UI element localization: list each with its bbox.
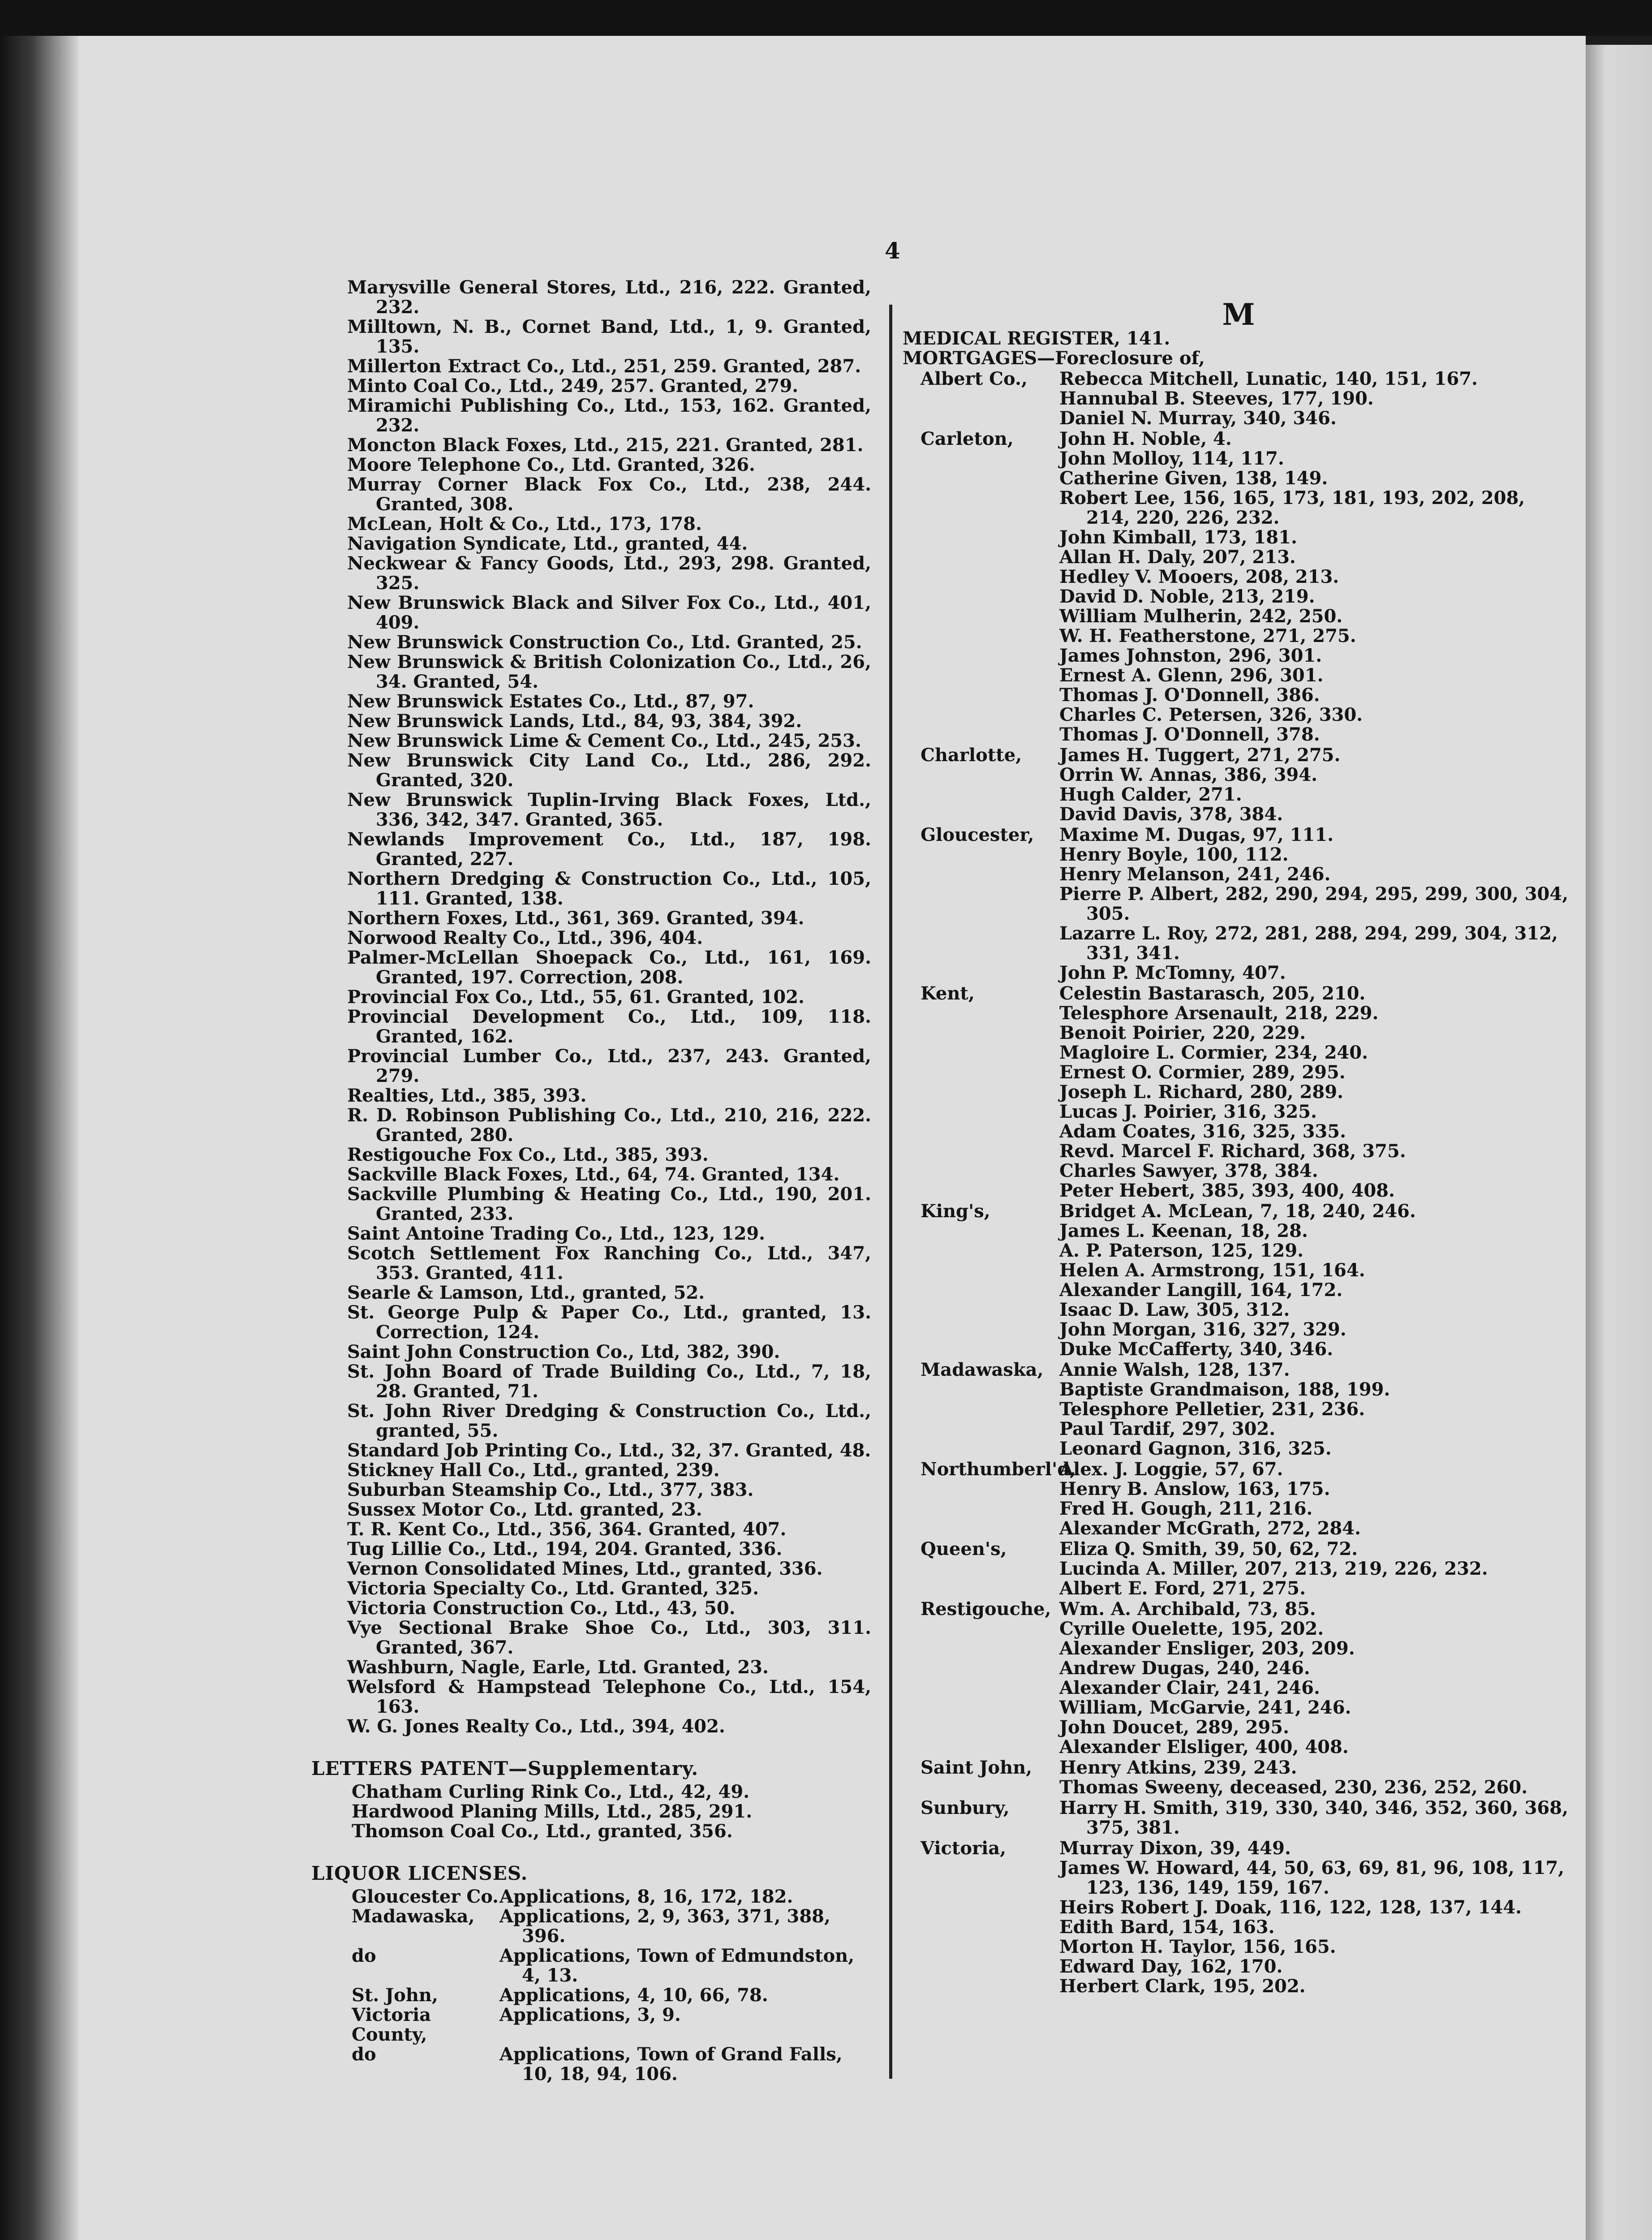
mortgage-entry: John Doucet, 289, 295. [1059,1717,1290,1738]
mortgage-entry: Alexander Ensliger, 203, 209. [1059,1638,1355,1659]
mortgage-entry: Harry H. Smith, 319, 330, 340, 346, 352, 360, 368, 375, 381. [1059,1797,1568,1838]
county-name: Sunbury, [921,1797,1010,1818]
mortgage-entry: Adam Coates, 316, 325, 335. [1059,1121,1347,1142]
mortgage-entry: Alexander McGrath, 272, 284. [1059,1518,1361,1539]
index-entry: Northern Foxes, Ltd., 361, 369. Granted, 394. [347,908,804,929]
mortgage-entry: Ernest A. Glenn, 296, 301. [1059,665,1324,686]
index-entry: Miramichi Publishing Co., Ltd., 153, 162. Granted, 232. [347,395,871,436]
mortgage-entry: Paul Tardif, 297, 302. [1059,1418,1276,1439]
mortgage-entry: Alexander Elsliger, 400, 408. [1059,1736,1349,1758]
liquor-license-entry [352,2045,871,2084]
mortgage-entry: Celestin Bastarasch, 205, 210. [1059,983,1366,1004]
mortgage-entry: Fred H. Gough, 211, 216. [1059,1498,1313,1519]
license-place: do [352,2044,376,2065]
index-entry: Vye Sectional Brake Shoe Co., Ltd., 303, 311. Granted, 367. [347,1617,871,1658]
index-entry: Saint Antoine Trading Co., Ltd., 123, 129. [347,1223,766,1244]
index-entry: Sackville Black Foxes, Ltd., 64, 74. Granted, 134. [347,1164,840,1185]
mortgage-entry: Edith Bard, 154, 163. [1059,1917,1275,1938]
index-entry: Welsford & Hampstead Telephone Co., Ltd., 154, 163. [347,1676,871,1717]
index-entry: Vernon Consolidated Mines, Ltd., granted, 336. [347,1558,823,1579]
mortgage-entry: Alex. J. Loggie, 57, 67. [1059,1459,1283,1480]
county-name: Carleton, [921,428,1014,449]
mortgage-entry: Herbert Clark, 195, 202. [1059,1976,1306,1997]
liquor-license-entry [352,1907,871,1946]
license-text: Applications, 2, 9, 363, 371, 388, 396. [499,1906,830,1947]
index-entry: Millerton Extract Co., Ltd., 251, 259. Granted, 287. [347,356,861,377]
mortgage-names [1059,825,1575,983]
index-entry: New Brunswick Tuplin-Irving Black Foxes, Ltd., 336, 342, 347. Granted, 365. [347,789,871,830]
mortgage-entry: Cyrille Ouelette, 195, 202. [1059,1618,1324,1639]
mortgage-entry: Joseph L. Richard, 280, 289. [1059,1081,1343,1103]
mortgage-entry: John Molloy, 114, 117. [1059,448,1284,469]
index-entry: Washburn, Nagle, Earle, Ltd. Granted, 23. [347,1657,769,1678]
county-name: Queen's, [921,1538,1007,1559]
index-entry: St. John Board of Trade Building Co., Ltd., 7, 18, 28. Granted, 71. [347,1361,871,1402]
letters-patent-heading: LETTERS PATENT—Supplementary. [311,1758,699,1779]
county-name: Albert Co., [921,368,1028,389]
index-entry: Suburban Steamship Co., Ltd., 377, 383. [347,1479,754,1500]
mortgage-names [1059,1202,1575,1359]
county-group [903,1758,1575,1797]
index-entry: Victoria Construction Co., Ltd., 43, 50. [347,1598,736,1619]
index-entry: New Brunswick Lands, Ltd., 84, 93, 384, 392. [347,711,802,732]
mortgage-names [1059,1758,1575,1797]
liquor-license-entry [352,2005,871,2045]
mortgage-entry: Telesphore Arsenault, 218, 229. [1059,1003,1379,1024]
mortgage-entry: Annie Walsh, 128, 137. [1059,1359,1290,1380]
index-entry: Sussex Motor Co., Ltd. granted, 23. [347,1499,702,1520]
mortgage-entry: Thomas J. O'Donnell, 378. [1059,724,1320,745]
index-entry: New Brunswick Lime & Cement Co., Ltd., 245, 253. [347,730,861,751]
county-name: Gloucester, [921,824,1034,845]
mortgage-entry: Alexander Clair, 241, 246. [1059,1677,1320,1698]
mortgage-entry: Allan H. Daly, 207, 213. [1059,547,1296,568]
scan-top-border [0,0,1652,36]
mortgage-entry: Morton H. Taylor, 156, 165. [1059,1936,1336,1957]
county-group [903,1599,1575,1757]
index-entry: Restigouche Fox Co., Ltd., 385, 393. [347,1144,709,1165]
county-group [903,1539,1575,1598]
mortgage-entry: John H. Noble, 4. [1059,428,1232,449]
mortgage-counties [903,369,1575,1996]
column-divider [889,305,892,2079]
mortgage-entry: David Davis, 378, 384. [1059,804,1283,825]
mortgage-entry: Duke McCafferty, 340, 346. [1059,1339,1334,1360]
index-entry: Scotch Settlement Fox Ranching Co., Ltd., 347, 353. Granted, 411. [347,1243,871,1284]
county-group [903,745,1575,824]
mortgage-entry: Albert E. Ford, 271, 275. [1059,1578,1306,1599]
mortgage-entry: Henry Melanson, 241, 246. [1059,864,1331,885]
index-entry: Provincial Development Co., Ltd., 109, 118. Granted, 162. [347,1006,871,1047]
mortgage-names [1059,1360,1575,1459]
mortgage-entry: James Johnston, 296, 301. [1059,645,1322,666]
license-place: do [352,1945,376,1966]
mortgage-names [1059,1460,1575,1538]
mortgage-entry: Lazarre L. Roy, 272, 281, 288, 294, 299, 304, 312, 331, 341. [1059,923,1558,964]
county-group [903,1360,1575,1459]
license-text: Applications, 3, 9. [499,2004,681,2025]
mortgage-entry: Revd. Marcel F. Richard, 368, 375. [1059,1141,1406,1162]
mortgage-entry: Leonard Gagnon, 316, 325. [1059,1438,1332,1459]
document-page [78,36,1586,2240]
mortgage-entry: Wm. A. Archibald, 73, 85. [1059,1598,1316,1620]
index-entry: Searle & Lamson, Ltd., granted, 52. [347,1282,705,1303]
county-name: Northumberl'd, [921,1459,1076,1480]
county-group [903,1460,1575,1538]
mortgage-entry: Thomas J. O'Donnell, 386. [1059,685,1320,706]
mortgage-names [1059,1839,1575,1996]
county-name: Saint John, [921,1757,1032,1778]
mortgage-entry: Andrew Dugas, 240, 246. [1059,1658,1310,1679]
mortgage-entry: Edward Day, 162, 170. [1059,1956,1283,1977]
index-entry: Minto Coal Co., Ltd., 249, 257. Granted, 279. [347,375,799,396]
index-entry: Northern Dredging & Construction Co., Ltd., 105, 111. Granted, 138. [347,868,871,909]
left-column [311,277,871,2085]
index-entry: Sackville Plumbing & Heating Co., Ltd., 190, 201. Granted, 233. [347,1184,871,1224]
mortgage-entry: Murray Dixon, 39, 449. [1059,1838,1291,1859]
mortgage-entry: Eliza Q. Smith, 39, 50, 62, 72. [1059,1538,1358,1559]
mortgage-entry: Pierre P. Albert, 282, 290, 294, 295, 299, 300, 304, 305. [1059,883,1569,924]
mortgage-entry: Henry Atkins, 239, 243. [1059,1757,1297,1778]
license-place: Madawaska, [352,1906,475,1927]
letters-patent-entry: Chatham Curling Rink Co., Ltd., 42, 49. [352,1781,750,1802]
license-text: Applications, 8, 16, 172, 182. [499,1886,793,1907]
letters-patent-entry: Thomson Coal Co., Ltd., granted, 356. [352,1821,733,1842]
index-entry: Navigation Syndicate, Ltd., granted, 44. [347,533,748,554]
mortgage-entry: Henry B. Anslow, 163, 175. [1059,1478,1330,1499]
mortgage-entry: Baptiste Grandmaison, 188, 199. [1059,1379,1390,1400]
mortgage-names [1059,1798,1575,1838]
liquor-license-entry [352,1986,871,2005]
license-text: Applications, Town of Grand Falls, 10, 18, 94, 106. [499,2044,843,2085]
mortgage-entry: Lucinda A. Miller, 207, 213, 219, 226, 232. [1059,1558,1488,1579]
liquor-license-entry [352,1887,871,1907]
license-place: Gloucester Co. [352,1886,499,1907]
mortgage-entry: Daniel N. Murray, 340, 346. [1059,408,1337,429]
county-group [903,825,1575,983]
index-entry: Marysville General Stores, Ltd., 216, 222. Granted, 232. [347,277,871,318]
license-text: Applications, Town of Edmundston, 4, 13. [499,1945,855,1986]
facing-page-edge [1586,45,1652,2240]
mortgage-names [1059,429,1575,745]
mortgage-entry: Alexander Langill, 164, 172. [1059,1279,1343,1301]
index-entry: Realties, Ltd., 385, 393. [347,1085,587,1106]
county-group [903,369,1575,428]
mortgage-entry: John P. McTomny, 407. [1059,962,1286,983]
county-name: Restigouche, [921,1598,1051,1620]
index-entry: T. R. Kent Co., Ltd., 356, 364. Granted, 407. [347,1519,787,1540]
index-entry: St. George Pulp & Paper Co., Ltd., granted, 13. Correction, 124. [347,1302,871,1343]
mortgage-entry: Thomas Sweeny, deceased, 230, 236, 252, 260. [1059,1777,1528,1798]
mortgage-entry: John Kimball, 173, 181. [1059,527,1297,548]
mortgage-entry: Peter Hebert, 385, 393, 400, 408. [1059,1180,1395,1201]
index-entry: New Brunswick Construction Co., Ltd. Granted, 25. [347,632,862,653]
county-group [903,429,1575,745]
liquor-licenses-list [347,1887,871,2084]
scan-left-edge [0,36,78,2240]
index-entry: Tug Lillie Co., Ltd., 194, 204. Granted, 336. [347,1538,783,1559]
index-entry: Milltown, N. B., Cornet Band, Ltd., 1, 9. Granted, 135. [347,316,871,357]
mortgage-names [1059,1599,1575,1757]
mortgage-names [1059,745,1575,824]
mortgages-heading: MORTGAGES—Foreclosure of, [903,348,1205,369]
index-entry: Victoria Specialty Co., Ltd. Granted, 325. [347,1578,759,1599]
mortgage-entry: Catherine Given, 138, 149. [1059,468,1328,489]
index-entry: Provincial Lumber Co., Ltd., 237, 243. Granted, 279. [347,1046,871,1086]
mortgage-entry: Heirs Robert J. Doak, 116, 122, 128, 137, 144. [1059,1897,1522,1918]
section-letter: M [1222,297,1255,332]
mortgage-names [1059,369,1575,428]
index-entry: McLean, Holt & Co., Ltd., 173, 178. [347,513,702,534]
license-place: St. John, [352,1985,438,2006]
mortgage-entry: Benoit Poirier, 220, 229. [1059,1022,1306,1043]
mortgage-entry: Maxime M. Dugas, 97, 111. [1059,824,1334,845]
county-group [903,1798,1575,1838]
county-name: Madawaska, [921,1359,1044,1380]
county-group [903,1202,1575,1359]
county-name: Charlotte, [921,745,1022,766]
license-text: Applications, 4, 10, 66, 78. [499,1985,768,2006]
mortgage-entry: Lucas J. Poirier, 316, 325. [1059,1101,1317,1122]
mortgage-entry: Charles Sawyer, 378, 384. [1059,1160,1318,1181]
page-number: 4 [885,237,900,264]
mortgage-entry: James W. Howard, 44, 50, 63, 69, 81, 96, 108, 117, 123, 136, 149, 159, 167. [1059,1857,1565,1898]
mortgage-entry: Helen A. Armstrong, 151, 164. [1059,1260,1365,1281]
mortgage-entry: Bridget A. McLean, 7, 18, 240, 246. [1059,1201,1416,1222]
index-entry: W. G. Jones Realty Co., Ltd., 394, 402. [347,1716,725,1737]
index-entry: Standard Job Printing Co., Ltd., 32, 37. Granted, 48. [347,1440,871,1461]
mortgage-entry: John Morgan, 316, 327, 329. [1059,1319,1347,1340]
mortgage-entry: W. H. Featherstone, 271, 275. [1059,625,1356,646]
index-entry: Murray Corner Black Fox Co., Ltd., 238, 244. Granted, 308. [347,474,871,515]
index-entry: Norwood Realty Co., Ltd., 396, 404. [347,927,703,948]
mortgage-entry: James L. Keenan, 18, 28. [1059,1220,1308,1241]
mortgage-entry: A. P. Paterson, 125, 129. [1059,1240,1304,1261]
mortgage-names [1059,984,1575,1201]
index-entry: Newlands Improvement Co., Ltd., 187, 198. Granted, 227. [347,829,871,870]
index-entry: Moore Telephone Co., Ltd. Granted, 326. [347,454,755,475]
mortgage-entry: Hannubal B. Steeves, 177, 190. [1059,388,1374,409]
county-group [903,1839,1575,1996]
mortgage-entry: David D. Noble, 213, 219. [1059,586,1315,607]
mortgage-entry: Orrin W. Annas, 386, 394. [1059,764,1317,785]
right-column [903,297,1575,1997]
county-group [903,984,1575,1201]
county-name: Victoria, [921,1838,1007,1859]
index-entry: New Brunswick Black and Silver Fox Co., Ltd., 401, 409. [347,592,871,633]
mortgage-entry: Hedley V. Mooers, 208, 213. [1059,566,1339,587]
medical-register-entry: MEDICAL REGISTER, 141. [903,328,1170,349]
mortgage-entry: Isaac D. Law, 305, 312. [1059,1299,1290,1320]
index-entry: New Brunswick City Land Co., Ltd., 286, 292. Granted, 320. [347,750,871,791]
index-entry: St. John River Dredging & Construction Co., Ltd., granted, 55. [347,1400,871,1441]
letters-patent-entry: Hardwood Planing Mills, Ltd., 285, 291. [352,1801,753,1822]
mortgage-entry: William, McGarvie, 241, 246. [1059,1697,1351,1718]
mortgage-entry: William Mulherin, 242, 250. [1059,606,1343,627]
index-entry: Moncton Black Foxes, Ltd., 215, 221. Granted, 281. [347,435,864,456]
county-name: Kent, [921,983,975,1004]
index-entry: Palmer-McLellan Shoepack Co., Ltd., 161, 169. Granted, 197. Correction, 208. [347,947,871,988]
mortgage-entry: Magloire L. Cormier, 234, 240. [1059,1042,1368,1063]
mortgage-entry: Hugh Calder, 271. [1059,784,1242,805]
mortgage-entry: Telesphore Pelletier, 231, 236. [1059,1399,1365,1420]
index-entry: Saint John Construction Co., Ltd, 382, 390. [347,1341,780,1362]
mortgage-entry: James H. Tuggert, 271, 275. [1059,745,1341,766]
license-place: Victoria County, [352,2004,431,2045]
mortgage-entry: Rebecca Mitchell, Lunatic, 140, 151, 167. [1059,368,1478,389]
county-name: King's, [921,1201,990,1222]
mortgage-entry: Charles C. Petersen, 326, 330. [1059,704,1363,725]
index-entry: New Brunswick Estates Co., Ltd., 87, 97. [347,691,754,712]
liquor-licenses-heading: LIQUOR LICENSES. [311,1862,528,1884]
index-entry: R. D. Robinson Publishing Co., Ltd., 210, 216, 222. Granted, 280. [347,1105,871,1146]
letters-patent-list [352,1782,871,1841]
index-entry: Stickney Hall Co., Ltd., granted, 239. [347,1460,720,1481]
index-entry: New Brunswick & British Colonization Co., Ltd., 26, 34. Granted, 54. [347,651,871,692]
mortgage-entry: Henry Boyle, 100, 112. [1059,844,1289,865]
mortgage-entry: Robert Lee, 156, 165, 173, 181, 193, 202, 208, 214, 220, 226, 232. [1059,487,1525,528]
company-entries [347,278,871,1736]
liquor-license-entry [352,1946,871,1986]
mortgage-names [1059,1539,1575,1598]
index-entry: Provincial Fox Co., Ltd., 55, 61. Granted, 102. [347,986,804,1008]
index-entry: Neckwear & Fancy Goods, Ltd., 293, 298. Granted, 325. [347,553,871,594]
mortgage-entry: Ernest O. Cormier, 289, 295. [1059,1062,1346,1083]
